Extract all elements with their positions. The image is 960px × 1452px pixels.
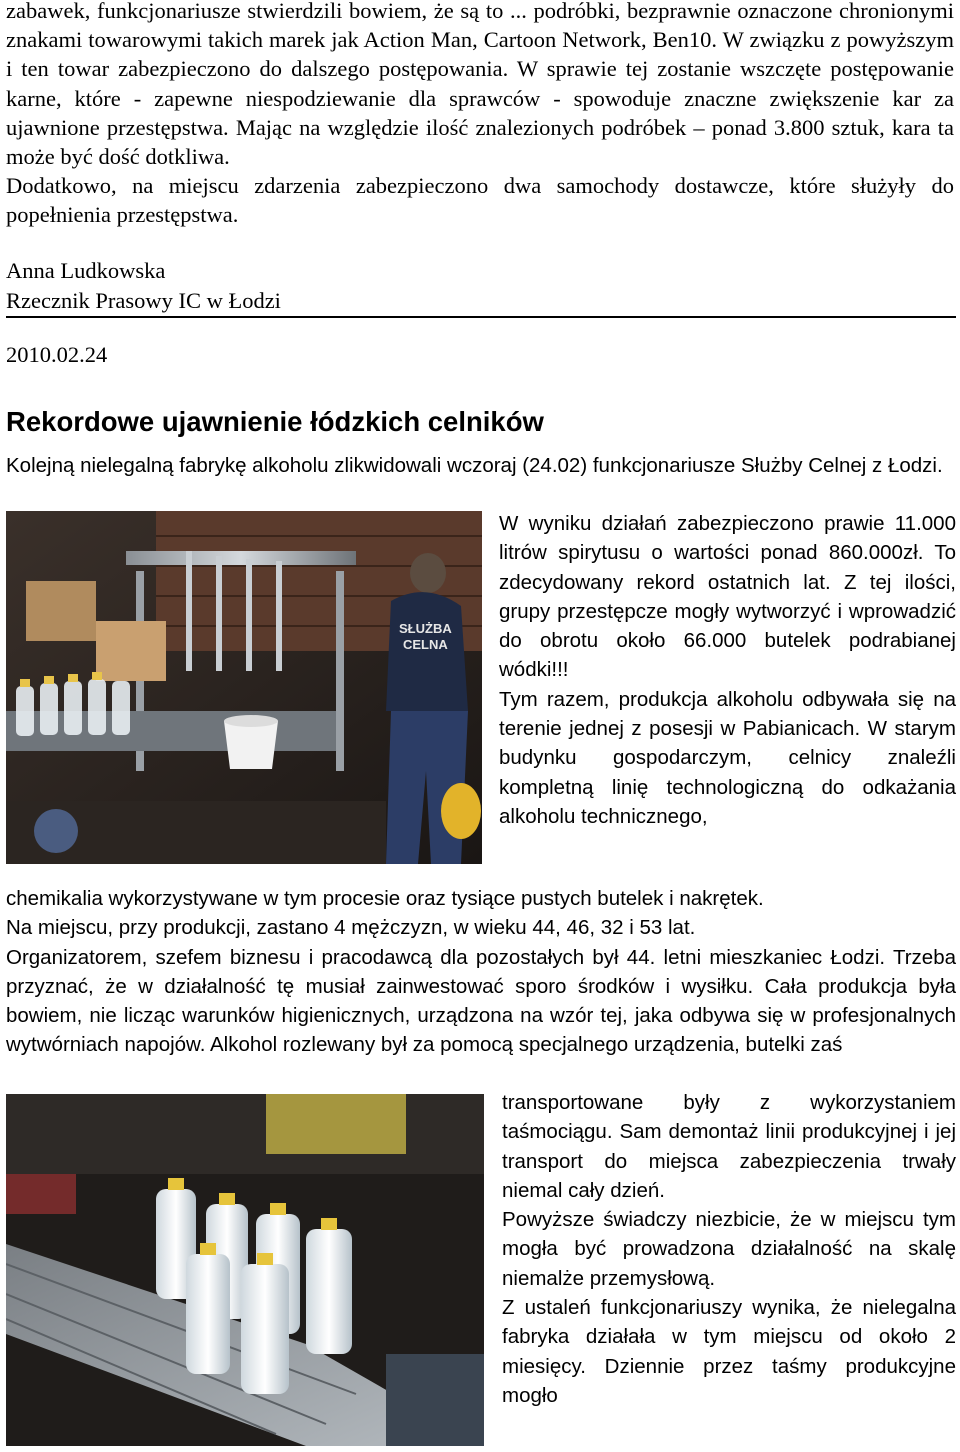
paragraph: Z ustaleń funkcjonariuszy wynika, że nielegalna fabryka działała w tym miejscu od około 2 miesięcy. Dziennie przez taśmy produkcyjne mogło <box>502 1296 956 1407</box>
section-divider <box>6 316 956 318</box>
article-headline: Rekordowe ujawnienie łódzkich celników <box>6 406 544 437</box>
photo-illustration <box>6 1094 484 1446</box>
paragraph: Na miejscu, przy produkcji, zastano 4 mężczyzn, w wieku 44, 46, 32 i 53 lat. <box>6 916 696 940</box>
previous-article-body <box>6 0 954 230</box>
vest-label-bottom: CELNA <box>403 637 448 652</box>
lead-paragraph: Kolejną nielegalną fabrykę alkoholu zlikwidowali wczoraj (24.02) funkcjonariusze Służby Celnej z Łodzi. <box>6 454 943 477</box>
photo-illustration <box>6 511 482 864</box>
paragraph: zabawek, funkcjonariusze stwierdzili bowiem, że są to ... podróbki, bezprawnie oznaczone chronionymi znakami towarowymi takich marek jak Action Man, Cartoon Network, Ben10. W związku z powyższym i ten towar zabezpieczono do dalszego postępowania. W sprawie tej zostanie wszczęte postępowanie karne, które - zapewne niespodziewanie dla sprawców - spowoduje znaczne zwiększenie kar za ujawnione przestępstwa. Mając na względzie ilość znalezionych podróbek – ponad 3.800 sztuk, kara ta może być dość dotkliwa. <box>6 0 954 170</box>
paragraph: Organizatorem, szefem biznesu i pracodawcą dla pozostałych był 44. letni mieszkaniec Łodzi. Trzeba przyznać, że w działalność tę musiał zainwestować sporo środków i wysiłku. Cała produkcja była bowiem, nie licząc warunków higienicznych, urządzona na wzór tej, jaka odbywa się w profesjonalnych wytwórniach napojów. Alkohol rozlewany był za pomocą specjalnego urządzenia, butelki zaś <box>6 945 956 1057</box>
signature-block <box>6 256 281 315</box>
article-date: 2010.02.24 <box>6 342 108 367</box>
article-column-right-2 <box>502 1088 956 1410</box>
paragraph: W wyniku działań zabezpieczono prawie 11.000 litrów spirytusu o wartości ponad 860.000zł. To zdecydowany rekord ostatnich lat. Z tej ilości, grupy przestępcze mogły wytworzyć i wprowadzić do obrotu około 66.000 butelek podrabianej wódki!!! <box>499 512 956 682</box>
vest-label-top: SŁUŻBA <box>399 621 452 636</box>
author-name: Anna Ludkowska <box>6 258 166 283</box>
paragraph: chemikalia wykorzystywane w tym procesie oraz tysiące pustych butelek i nakrętek. <box>6 887 764 910</box>
paragraph: Powyższe świadczy niezbicie, że w miejscu tym mogła być prowadzona działalność na skalę niemalże przemysłową. <box>502 1208 956 1290</box>
photo-bottling-machine-officer <box>6 511 482 864</box>
paragraph: Dodatkowo, na miejscu zdarzenia zabezpieczono dwa samochody dostawcze, które służyły do popełnienia przestępstwa. <box>6 173 954 228</box>
photo-bottles-conveyor <box>6 1094 484 1446</box>
article-column-right-1 <box>499 509 956 831</box>
article-body-full-width <box>6 884 956 1060</box>
paragraph: Tym razem, produkcja alkoholu odbywała się na terenie jednej z posesji w Pabianicach. W starym budynku gospodarczym, celnicy znaleźli kompletną linię technologiczną do odkażania alkoholu technicznego, <box>499 687 956 828</box>
author-role: Rzecznik Prasowy IC w Łodzi <box>6 287 281 313</box>
article-lead <box>6 451 956 480</box>
paragraph: transportowane były z wykorzystaniem taśmociągu. Sam demontaż linii produkcyjnej i jej transport do miejsca zabezpieczenia trwały niemal cały dzień. <box>502 1091 956 1202</box>
